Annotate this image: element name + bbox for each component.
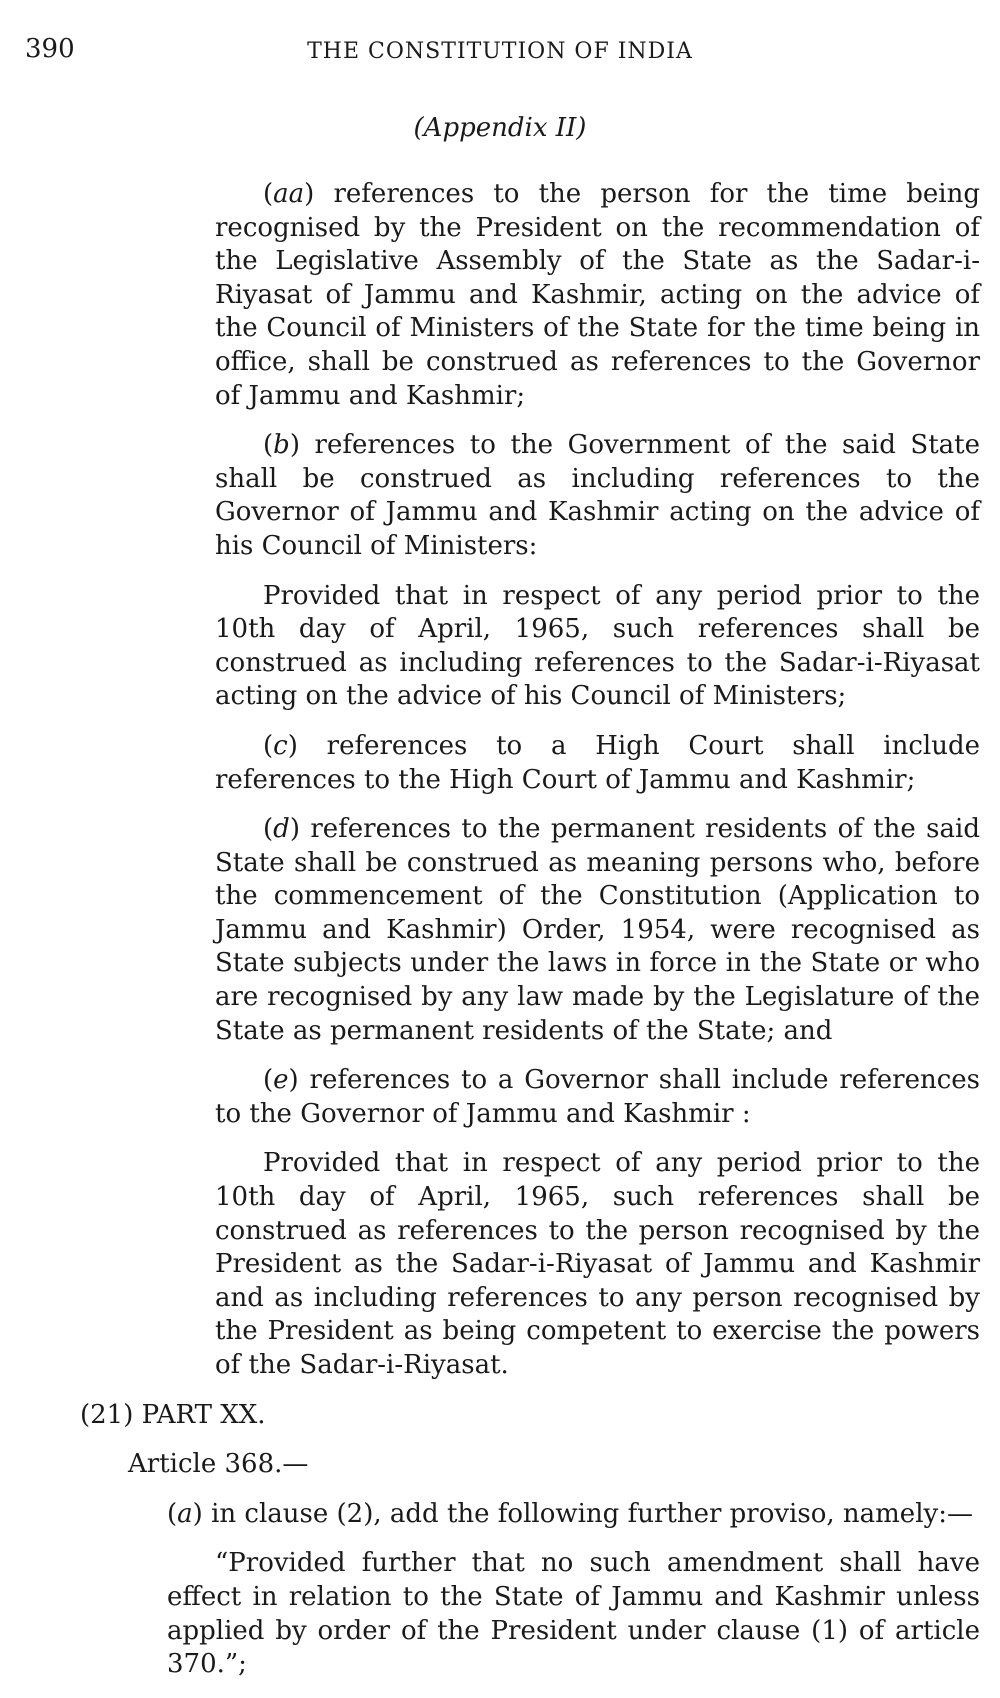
clause-e: (e) references to a Governor shall include references to the Governor of Jammu and Kashmir : [215, 1065, 980, 1129]
page-number: 390 [25, 34, 75, 64]
part-heading: (21) PART XX. [80, 1399, 266, 1430]
clause-e-text: references to a Governor shall include references to the Governor of Jammu and Kashmir : [215, 1065, 980, 1129]
clause-b: (b) references to the Government of the said State shall be construed as including references to the Governor of Jammu and Kashmir acting on the advice of his Council of Ministers: [215, 430, 980, 561]
clause-a-label: a [177, 1498, 193, 1529]
clause-b-text: references to the Government of the said State shall be construed as including references to the Governor of Jammu and Kashmir acting on the advice of his Council of Ministers: [215, 430, 980, 561]
clause-aa-label: aa [273, 179, 305, 209]
clause-d-label: d [273, 814, 290, 845]
clause-e-proviso: Provided that in respect of any period prior to the 10th day of April, 1965, such references shall be construed as references to the person recognised by the President as the Sadar-i-Riyasat of Jammu and Kashmir and as including references to any person recognised by the President as being competent to exercise the powers of the Sadar-i-Riyasat. [215, 1148, 980, 1380]
clause-aa-text: references to the person for the time being recognised by the President on the recommendation of the Legislative Assembly of the State as the Sadar-i-Riyasat of Jammu and Kashmir, acting on the advice of the Council of Ministers of the State for the time being in office, shall be construed as references to the Governor of Jammu and Kashmir; [215, 179, 980, 411]
clause-c: (c) references to a High Court shall include references to the High Court of Jammu and Kashmir; [215, 730, 980, 795]
clause-a-amendment: (a) in clause (2), add the following further proviso, namely:— [167, 1498, 973, 1529]
clause-d: (d) references to the permanent residents of the said State shall be construed as meaning persons who, before the commencement of the Constitution (Application to Jammu and Kashmir) Order, 1954, were recognised as State subjects under the laws in force in the State or who are recognised by any law made by the Legislature of the State as permanent residents of the State; and [215, 814, 980, 1046]
clause-a-text: in clause (2), add the following further proviso, namely:— [202, 1498, 973, 1529]
running-title: THE CONSTITUTION OF INDIA [307, 39, 693, 64]
clause-aa: (aa) references to the person for the time being recognised by the President on the recommendation of the Legislative Assembly of the State as the Sadar-i-Riyasat of Jammu and Kashmir, acting on the advice of the Council of Ministers of the State for the time being in office, shall be construed as references to the Governor of Jammu and Kashmir; [215, 179, 980, 411]
clause-c-text: references to a High Court shall include references to the High Court of Jammu and Kashmir; [215, 730, 980, 795]
article-heading: Article 368.— [128, 1449, 309, 1480]
clause-d-text: references to the permanent residents of the said State shall be construed as meaning persons who, before the commencement of the Constitution (Application to Jammu and Kashmir) Order, 1954, were recognised as State subjects under the laws in force in the State or who are recognised by any law made by the Legislature of the State as permanent residents of the State; and [215, 814, 980, 1046]
appendix-subtitle: (Appendix II) [413, 113, 587, 143]
quoted-proviso: “Provided further that no such amendment shall have effect in relation to the State of Jammu and Kashmir unless applied by order of the President under clause (1) of article 370.”; [167, 1548, 980, 1680]
clause-c-label: c [273, 730, 288, 761]
document-body [0, 178, 1000, 1698]
clause-e-label: e [273, 1065, 289, 1096]
clause-b-proviso: Provided that in respect of any period prior to the 10th day of April, 1965, such references shall be construed as including references to the Sadar-i-Riyasat acting on the advice of his Council of Ministers; [215, 580, 980, 712]
clause-b-label: b [273, 430, 290, 461]
